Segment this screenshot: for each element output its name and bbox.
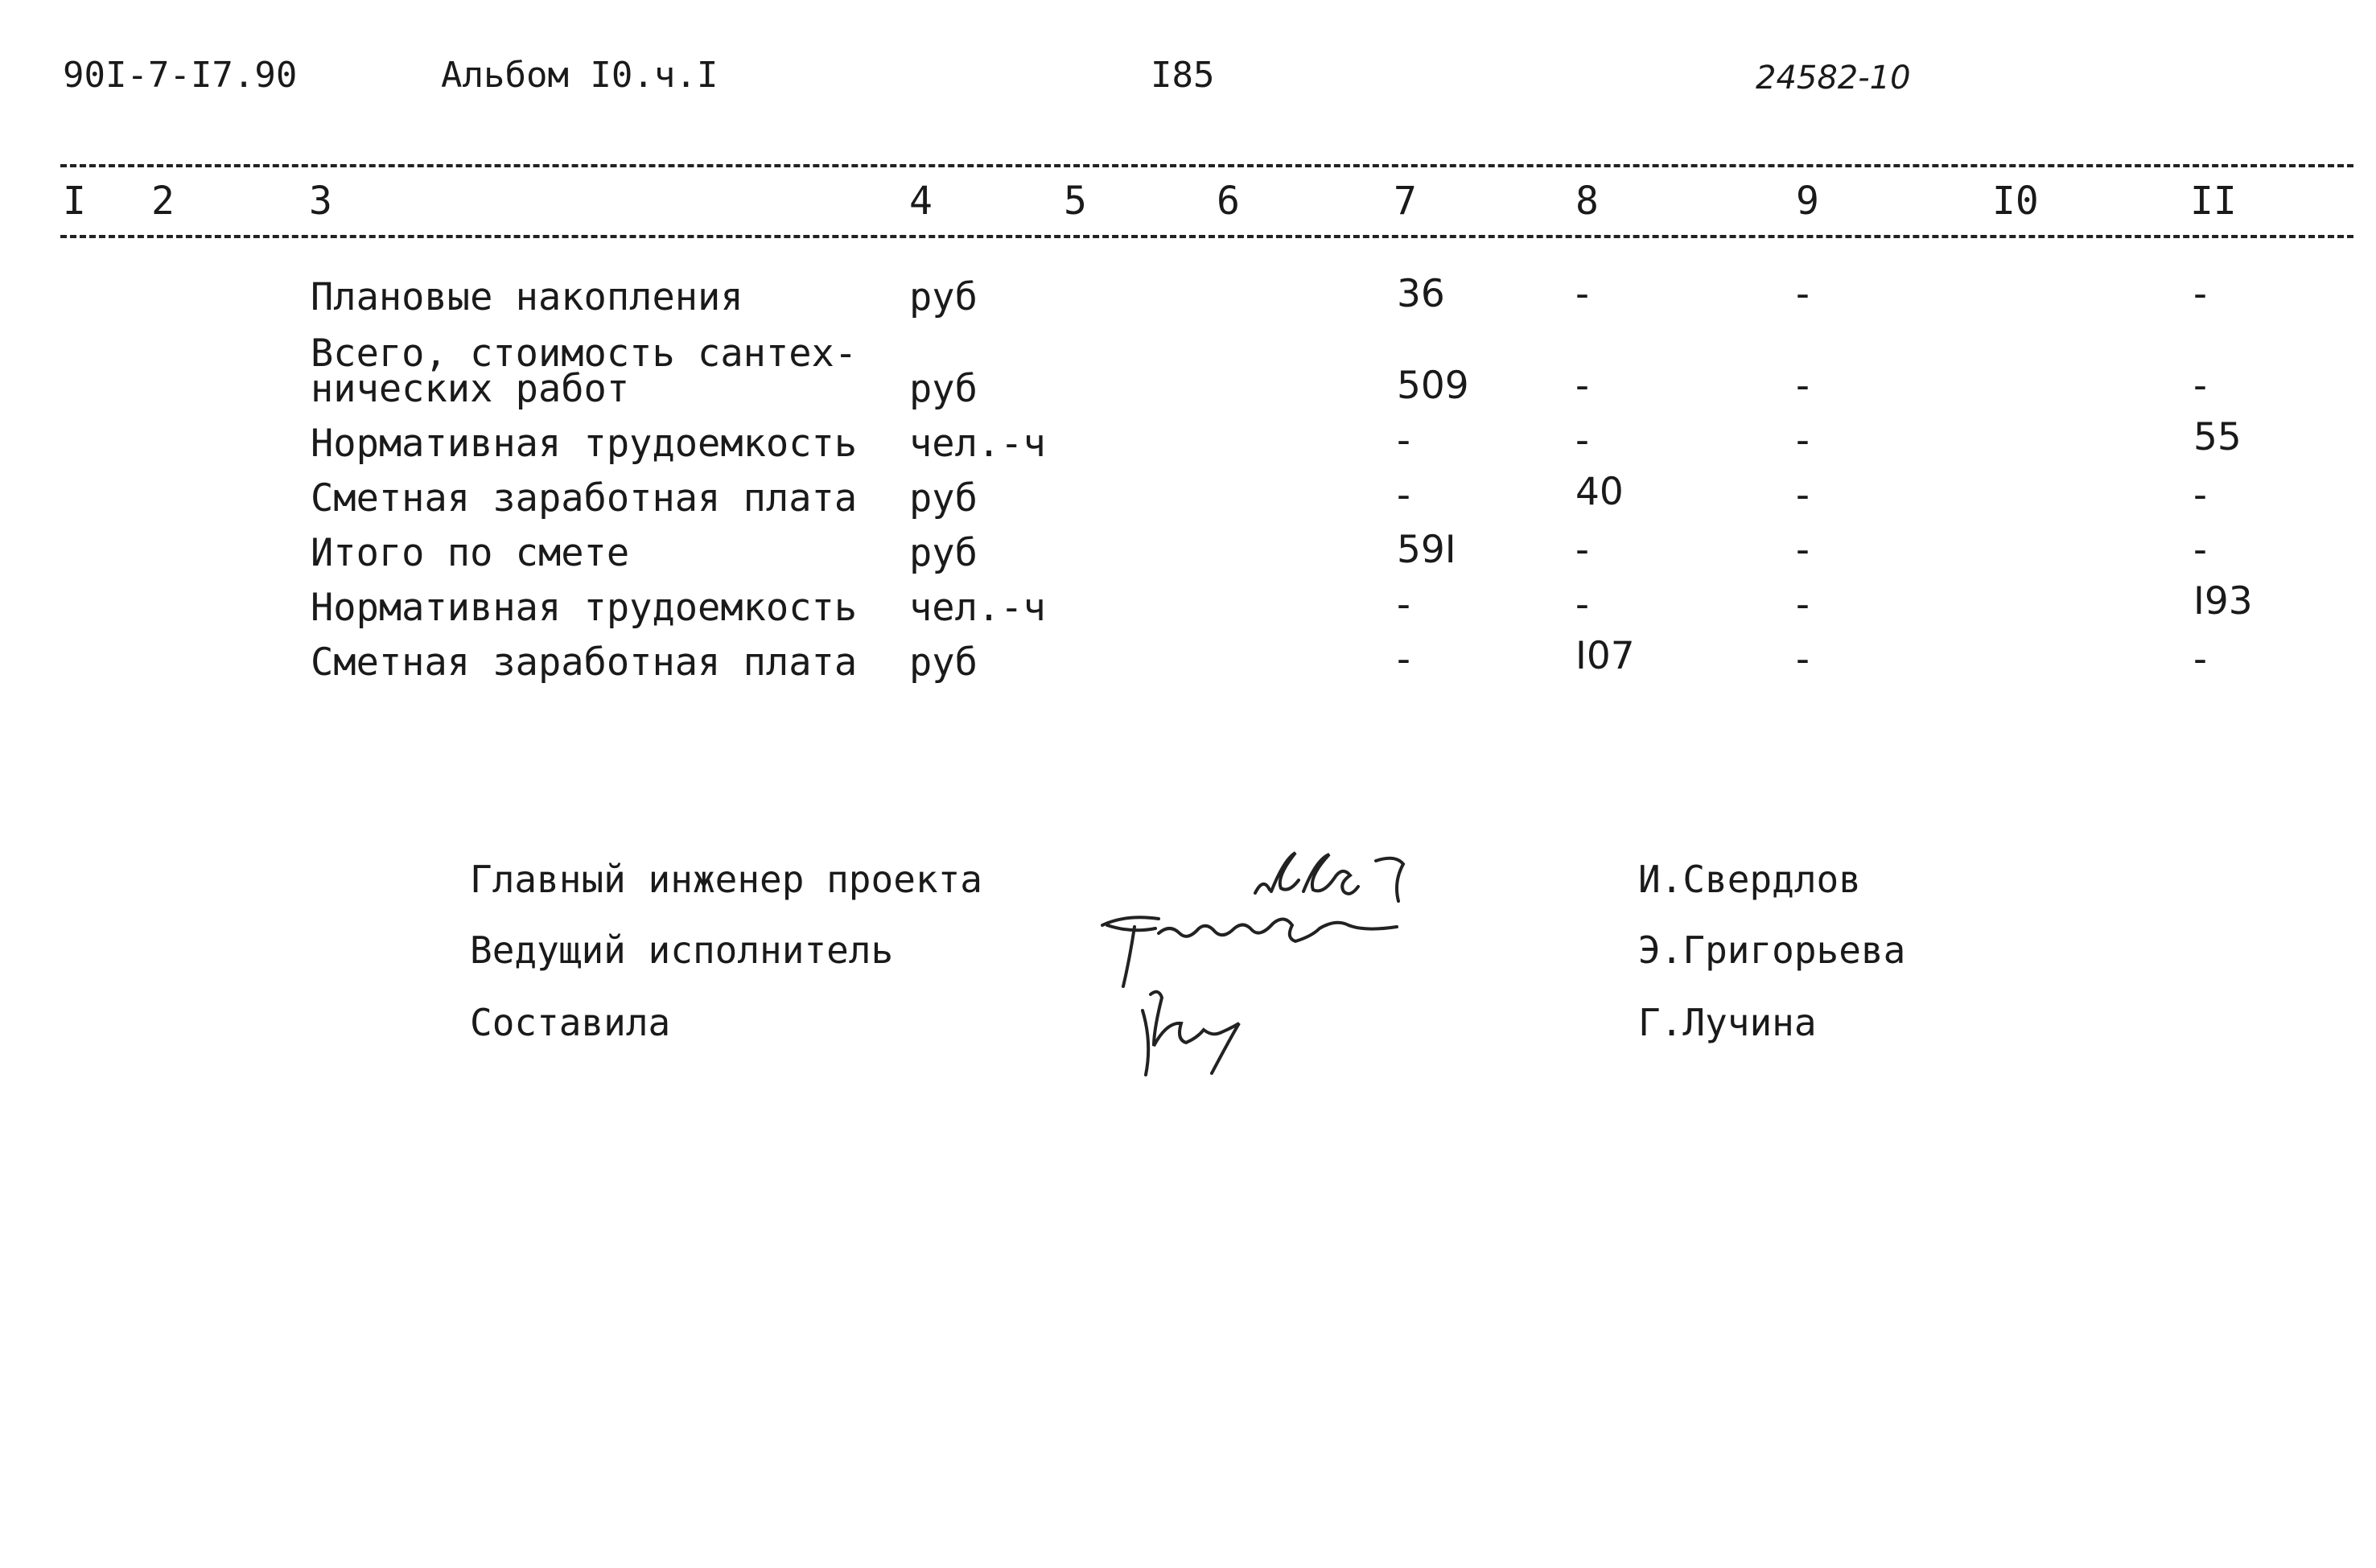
handwritten-signature-3: [1118, 978, 1279, 1083]
row-label-continuation: нических работ: [311, 367, 630, 411]
signatory-role-compiler: Составила: [470, 1001, 671, 1044]
row-value-col7: -: [1397, 418, 1410, 463]
row-value-col11: I93: [2193, 579, 2253, 623]
column-number-1: I: [63, 179, 86, 224]
row-value-col7: 509: [1397, 364, 1469, 408]
row-value-col11: 55: [2193, 415, 2242, 459]
handwritten-signature-1: [1239, 845, 1456, 909]
row-value-col7: -: [1397, 637, 1410, 681]
row-value-col8: 40: [1575, 470, 1624, 514]
column-number-11: II: [2190, 179, 2237, 224]
signatory-role-chief-engineer: Главный инженер проекта: [470, 858, 982, 901]
row-value-col9: -: [1796, 364, 1810, 408]
signatory-name-chief-engineer: И.Свердлов: [1638, 858, 1861, 901]
table-header-rule: [60, 235, 2353, 238]
row-label: Итого по смете: [311, 531, 630, 575]
column-number-7: 7: [1394, 179, 1417, 224]
row-value-col11: -: [2193, 364, 2207, 408]
row-label: Сметная заработная плата: [311, 476, 858, 521]
signatory-name-lead-executor: Э.Григорьева: [1638, 928, 1906, 972]
column-number-10: I0: [1992, 179, 2039, 224]
row-value-col9: -: [1796, 473, 1810, 517]
page-number: I85: [1151, 55, 1215, 96]
column-number-9: 9: [1796, 179, 1819, 224]
row-label: Всего, стоимость сантех-: [311, 331, 858, 376]
row-value-col9: -: [1796, 272, 1810, 316]
row-value-col8: -: [1575, 528, 1589, 572]
row-value-col7: 36: [1397, 272, 1445, 316]
column-number-8: 8: [1575, 179, 1599, 224]
row-value-col11: -: [2193, 637, 2207, 681]
row-value-col11: -: [2193, 528, 2207, 572]
row-value-col9: -: [1796, 418, 1810, 463]
album-reference: Альбом I0.ч.I: [441, 55, 719, 96]
row-label: Сметная заработная плата: [311, 640, 858, 685]
row-unit: руб: [909, 367, 978, 411]
archive-stamp: 24582-10: [1756, 60, 1911, 97]
row-label: Нормативная трудоемкость: [311, 422, 858, 466]
row-unit: руб: [909, 531, 978, 575]
row-value-col11: -: [2193, 272, 2207, 316]
row-value-col9: -: [1796, 582, 1810, 627]
row-value-col8: -: [1575, 272, 1589, 316]
row-value-col11: -: [2193, 473, 2207, 517]
column-number-3: 3: [309, 179, 332, 224]
row-value-col8: I07: [1575, 634, 1635, 678]
signatory-name-compiler: Г.Лучина: [1638, 1001, 1817, 1044]
column-number-4: 4: [909, 179, 933, 224]
row-value-col7: 59I: [1397, 528, 1456, 572]
row-unit: чел.-ч: [909, 586, 1046, 630]
row-unit: чел.-ч: [909, 422, 1046, 466]
row-unit: руб: [909, 275, 978, 319]
row-label: Нормативная трудоемкость: [311, 586, 858, 630]
row-value-col8: -: [1575, 582, 1589, 627]
column-number-6: 6: [1217, 179, 1240, 224]
row-value-col7: -: [1397, 582, 1410, 627]
row-label: Плановые накопления: [311, 275, 743, 319]
row-value-col8: -: [1575, 364, 1589, 408]
column-number-5: 5: [1064, 179, 1087, 224]
document-code: 90I-7-I7.90: [63, 55, 298, 96]
column-number-2: 2: [151, 179, 175, 224]
row-unit: руб: [909, 476, 978, 521]
row-unit: руб: [909, 640, 978, 685]
row-value-col7: -: [1397, 473, 1410, 517]
row-value-col9: -: [1796, 528, 1810, 572]
row-value-col8: -: [1575, 418, 1589, 463]
signatory-role-lead-executor: Ведущий исполнитель: [470, 928, 894, 972]
row-value-col9: -: [1796, 637, 1810, 681]
table-top-rule: [60, 164, 2353, 167]
